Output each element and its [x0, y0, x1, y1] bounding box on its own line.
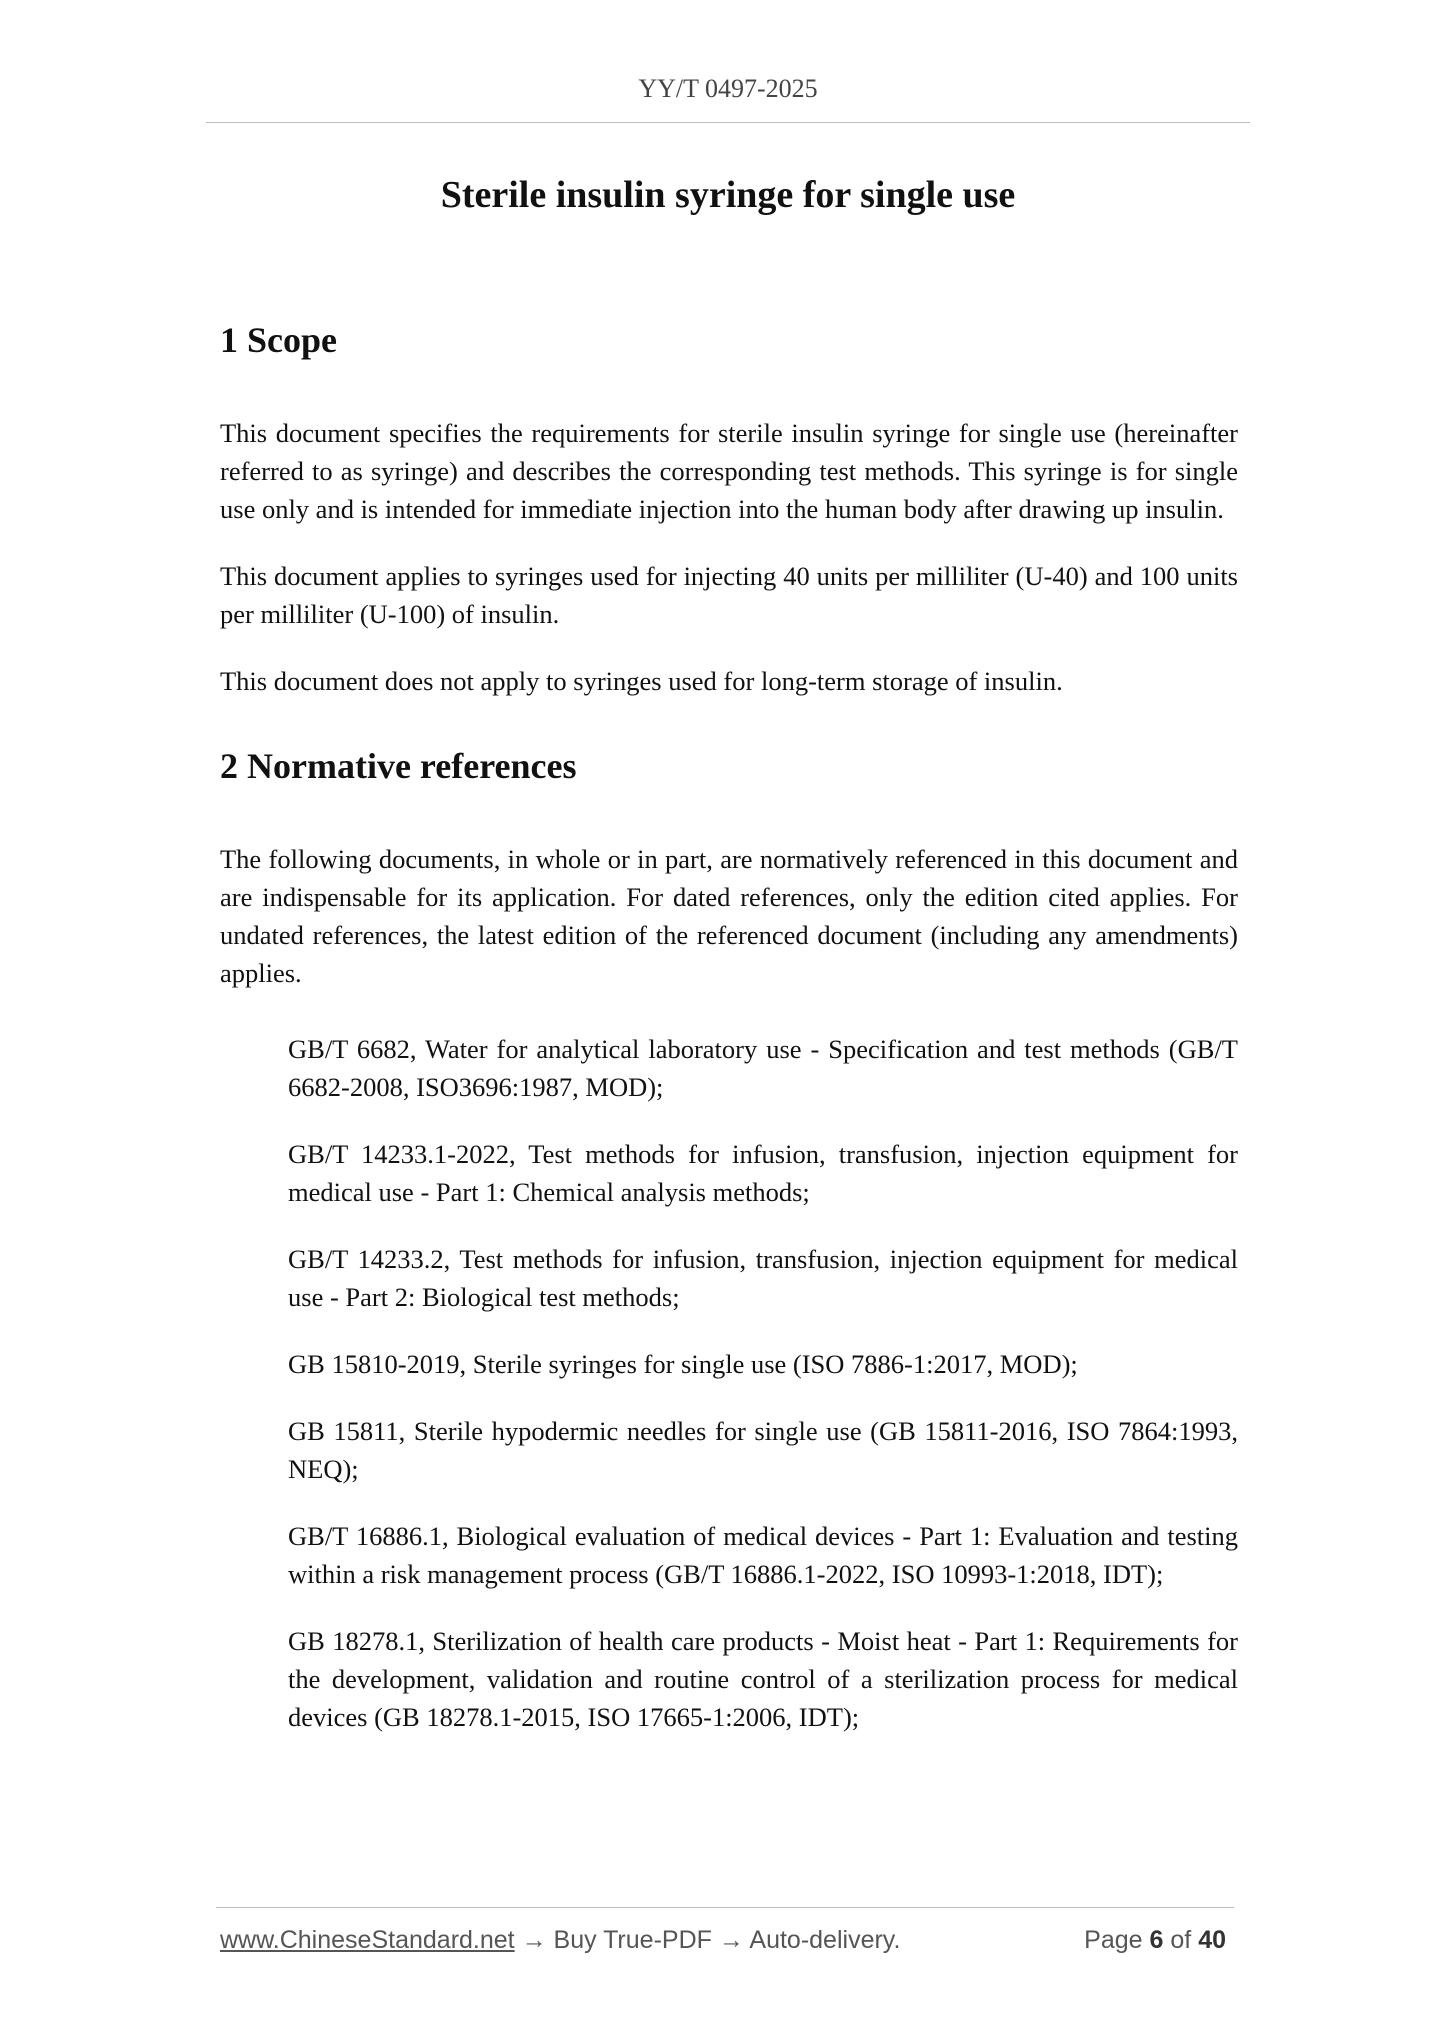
- page-header: YY/T 0497-2025: [638, 74, 818, 103]
- scope-paragraph: This document applies to syringes used for injecting 40 units per milliliter (U-40) and 100 units per milliliter (U-100) of insulin.: [220, 561, 1238, 629]
- document-body: [220, 318, 1238, 1765]
- header-divider: [206, 122, 1250, 123]
- total-pages: 40: [1198, 1926, 1226, 1954]
- section-heading-scope: 1 Scope: [220, 320, 337, 360]
- reference-item: GB 15811, Sterile hypodermic needles for single use (GB 15811-2016, ISO 7864:1993, NEQ);: [288, 1416, 1238, 1484]
- reference-item: GB 18278.1, Sterilization of health care products - Moist heat - Part 1: Requirements for the development, validation and routine control of a sterilization process for medical devices (GB 18278.1-2015, ISO 17665-1:2006, IDT);: [288, 1626, 1238, 1732]
- reference-item: GB/T 16886.1, Biological evaluation of medical devices - Part 1: Evaluation and testing within a risk management process (GB/T 16886.1-2022, ISO 10993-1:2018, IDT);: [288, 1521, 1238, 1589]
- website-link[interactable]: www.ChineseStandard.net: [220, 1926, 515, 1954]
- reference-item: GB/T 6682, Water for analytical laboratory use - Specification and test methods (GB/T 6682-2008, ISO3696:1987, MOD);: [288, 1034, 1238, 1102]
- page-label: Page: [1084, 1926, 1143, 1954]
- section-heading-normative-references: 2 Normative references: [220, 746, 577, 786]
- scope-paragraph: This document specifies the requirements for sterile insulin syringe for single use (hereinafter referred to as syringe) and describes the corresponding test methods. This syringe is for single use only and is intended for immediate injection into the human body after drawing up insulin.: [220, 418, 1238, 524]
- footer-promo: [220, 1926, 900, 1955]
- page-of-label: of: [1170, 1926, 1192, 1954]
- current-page: 6: [1149, 1926, 1164, 1954]
- footer-divider: [216, 1907, 1234, 1908]
- scope-paragraph: This document does not apply to syringes used for long-term storage of insulin.: [220, 666, 1063, 696]
- reference-item: GB/T 14233.2, Test methods for infusion, transfusion, injection equipment for medical use - Part 2: Biological test methods;: [288, 1244, 1238, 1312]
- reference-item: GB/T 14233.1-2022, Test methods for infusion, transfusion, injection equipment for medical use - Part 1: Chemical analysis methods;: [288, 1139, 1238, 1207]
- reference-item: GB 15810-2019, Sterile syringes for single use (ISO 7886-1:2017, MOD);: [288, 1349, 1078, 1379]
- document-title: Sterile insulin syringe for single use: [440, 174, 1016, 216]
- reference-list: [220, 1030, 1238, 1736]
- normative-references-intro: The following documents, in whole or in part, are normatively referenced in this document and are indispensable for its application. For dated references, only the edition cited applies. For undated references, the latest edition of the referenced document (including any amendments) applies.: [220, 844, 1238, 988]
- page-footer: [220, 1926, 1230, 1962]
- footer-tagline: → Buy True-PDF → Auto-delivery.: [514, 1926, 901, 1954]
- page-number: [1084, 1926, 1226, 1955]
